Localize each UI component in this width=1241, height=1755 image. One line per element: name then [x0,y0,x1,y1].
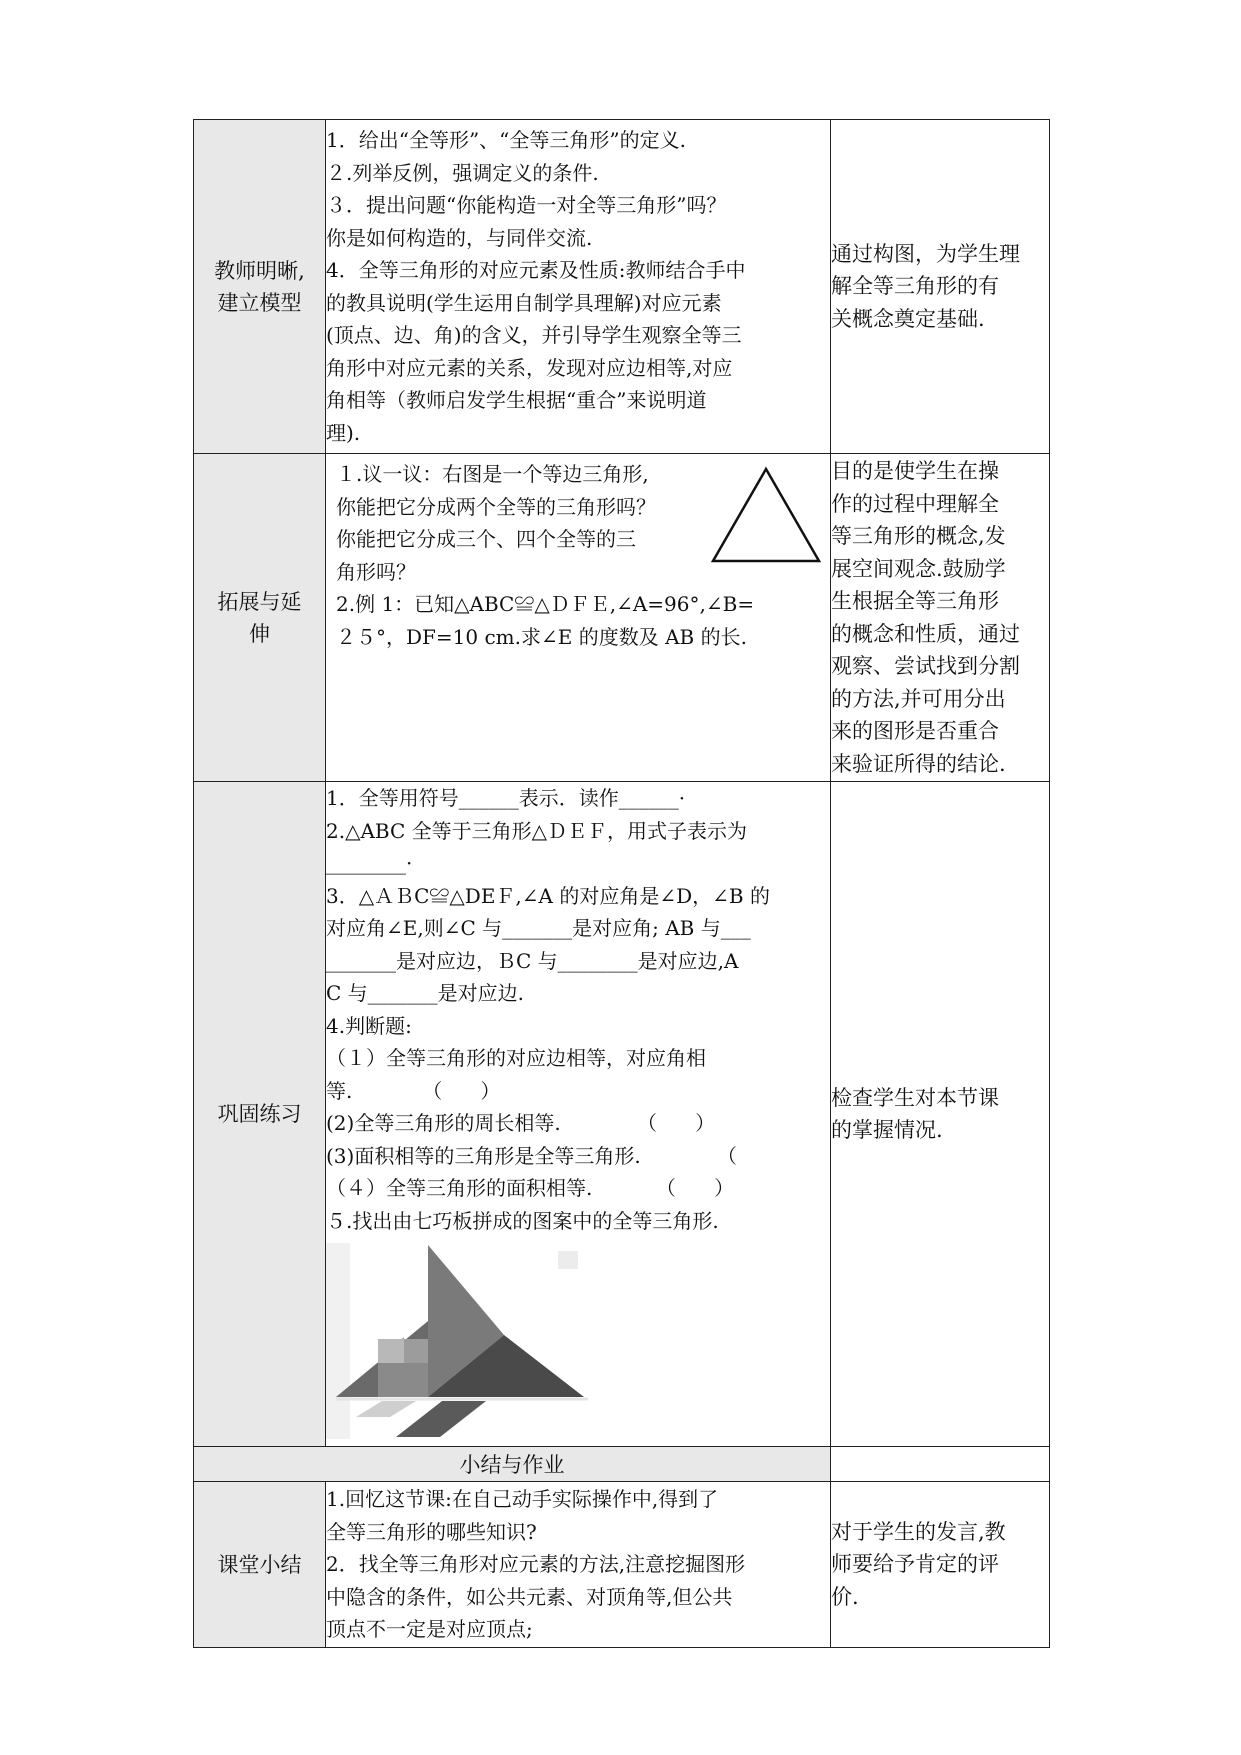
tangram-figure [326,1241,830,1441]
row-label [194,454,326,782]
note-line: 解全等三角形的有 [831,274,999,299]
content-line: １.议一议：右图是一个等边三角形, [336,462,649,486]
row-note [831,782,1050,1447]
content-line: (2)全等三角形的周长相等. （ ） [326,1111,716,1135]
note-line: 通过构图，为学生理 [831,241,1020,266]
summary-header-blank [831,1447,1050,1482]
note-line: 目的是使学生在操 [831,459,999,483]
note-line: 作的过程中理解全 [831,491,999,516]
content-line: 角形吗？ [336,559,416,584]
row-label [194,120,326,454]
content-line: （４）全等三角形的面积相等. （ ） [326,1176,735,1200]
row-content [326,782,831,1447]
row-note [831,1482,1050,1648]
content-line: 中隐含的条件，如公共元素、对顶角等,但公共 [326,1584,733,1609]
content-line: 4.判断题: [326,1013,412,1038]
row-label [194,1482,326,1648]
content-line: 角相等（教师启发学生根据“重合”来说明道 [326,388,707,412]
content-line: ２.列举反例，强调定义的条件. [326,160,599,185]
content-line: _______是对应边，ＢC 与________是对应边,A [326,948,739,973]
content-line: ５.找出由七巧板拼成的图案中的全等三角形. [326,1208,719,1233]
content-line: (顶点、边、角)的含义，并引导学生观察全等三 [326,323,742,347]
note-line: 生根据全等三角形 [831,589,999,613]
row-practice [194,782,1050,1447]
note-line: 来验证所得的结论. [831,751,1006,776]
content-line: 理). [326,420,361,445]
note-line: 的方法,并可用分出 [831,686,1006,711]
content-line: 4．全等三角形的对应元素及性质:教师结合手中 [326,258,746,282]
content-line: (3)面积相等的三角形是全等三角形. （ [326,1143,737,1168]
row-label-line: 建立模型 [217,290,302,315]
note-line: 的掌握情况. [831,1118,943,1142]
note-line: 来的图形是否重合 [831,719,999,743]
tangram-piece [378,1363,428,1397]
content-line: 顶点不一定是对应顶点; [326,1617,533,1642]
row-label-line: 教师明晰, [214,258,305,283]
row-label-line: 伸 [249,621,270,646]
extension-content [326,454,830,781]
content-line: 角形中对应元素的关系，发现对应边相等,对应 [326,355,733,380]
row-content [326,1482,831,1648]
content-line: 3．△ＡＢC≌△DEＦ,∠A 的对应角是∠D，∠B 的 [326,883,770,908]
row-label [194,782,326,1447]
content-line: 2.△ABC 全等于三角形△ＤＥＦ，用式子表示为 [326,818,748,843]
content-line: C 与_______是对应边. [326,981,525,1005]
content-line: ________· [326,851,413,875]
row-extension [194,454,1050,782]
row-label-line: 巩固练习 [217,1102,302,1126]
row-note [831,120,1050,454]
content-line: 全等三角形的哪些知识? [326,1519,537,1544]
note-line: 观察、尝试找到分割 [831,654,1020,678]
content-line: 你是如何构造的，与同伴交流. [326,225,593,250]
row-class-summary [194,1482,1050,1648]
content-line: ２５°，DF=10 cm.求∠E 的度数及 AB 的长. [336,624,747,649]
content-line: 对应角∠E,则∠C 与_______是对应角; AB 与___ [326,916,751,940]
content-line: 1．全等用符号______表示．读作______· [326,786,686,810]
note-line: 价. [831,1584,859,1609]
content-line: 2．找全等三角形对应元素的方法,注意挖掘图形 [326,1552,746,1577]
note-line: 展空间观念.鼓励学 [831,556,1006,581]
row-content [326,454,831,782]
tangram-image [326,1241,591,1441]
note-line: 对于学生的发言,教 [831,1519,1006,1544]
row-note [831,454,1050,782]
row-content [326,120,831,454]
note-line: 等三角形的概念,发 [831,524,1006,548]
content-line: 1.回忆这节课:在自己动手实际操作中,得到了 [326,1487,719,1512]
note-line: 检查学生对本节课 [831,1085,999,1110]
row-label-line: 课堂小结 [217,1552,302,1577]
content-line: 2.例 1：已知△ABC≌△ＤＦＥ,∠A=96°,∠B= [336,592,755,616]
note-line: 师要给予肯定的评 [831,1552,999,1577]
content-line: 的教具说明(学生运用自制学具理解)对应元素 [326,290,722,315]
lesson-plan-table [193,119,1050,1648]
row-summary-header [194,1447,1050,1482]
content-line: （１）全等三角形的对应边相等，对应角相 [326,1046,706,1070]
content-line: 1．给出“全等形”、“全等三角形”的定义. [326,128,686,152]
note-line: 的概念和性质，通过 [831,621,1020,646]
content-line: 你能把它分成两个全等的三角形吗？ [336,494,656,519]
content-line: 等. （ ） [326,1078,501,1103]
row-teacher-model [194,120,1050,454]
summary-header: 小结与作业 [194,1447,831,1482]
tangram-piece [404,1339,428,1363]
row-label-line: 拓展与延 [217,589,302,614]
equilateral-triangle-figure [710,466,822,566]
note-line: 关概念奠定基础. [831,306,985,331]
content-line: ３．提出问题“你能构造一对全等三角形”吗？ [326,193,727,217]
content-line: 你能把它分成三个、四个全等的三 [336,527,636,551]
tangram-piece [378,1339,404,1363]
